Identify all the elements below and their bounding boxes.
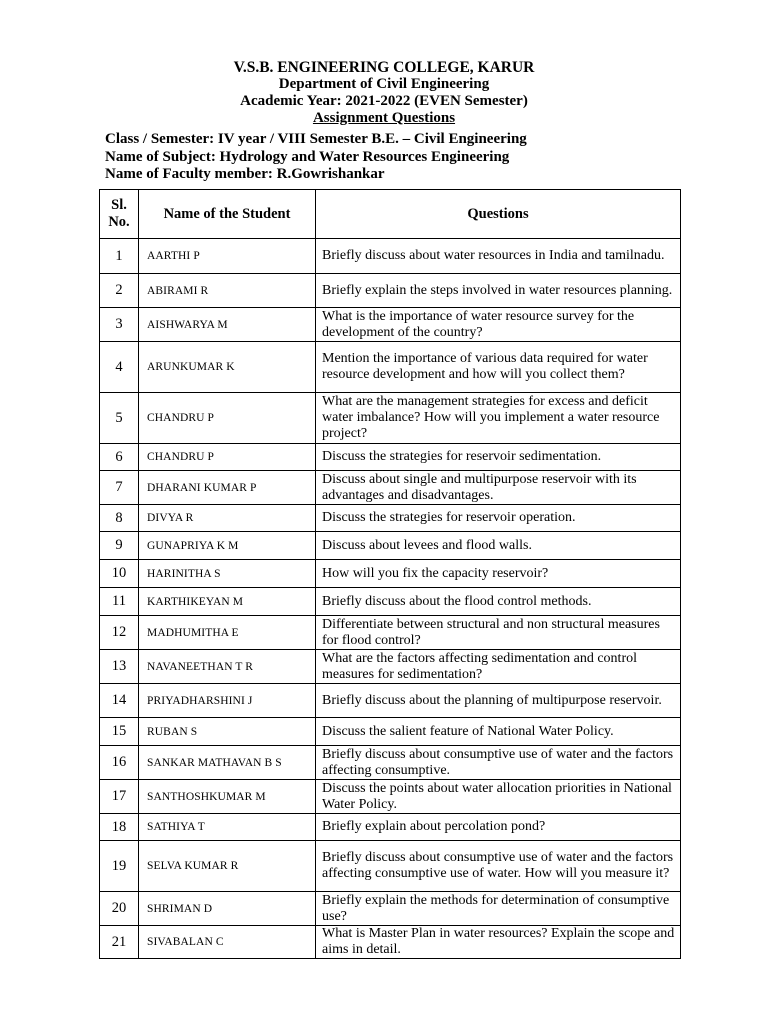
question-cell: What are the factors affecting sedimentation and control measures for sedimentation?: [316, 650, 681, 684]
student-name-cell: NAVANEETHAN T R: [139, 650, 316, 684]
question-cell: Differentiate between structural and non structural measures for flood control?: [316, 616, 681, 650]
course-info: [105, 131, 527, 184]
serial-number-cell: 21: [100, 926, 139, 959]
college-name: V.S.B. ENGINEERING COLLEGE, KARUR: [233, 59, 535, 76]
table-row: [100, 444, 681, 471]
serial-number-cell: 15: [100, 718, 139, 746]
question-cell: Briefly discuss about the flood control methods.: [316, 588, 681, 616]
table-row: [100, 780, 681, 814]
question-cell: Discuss about levees and flood walls.: [316, 532, 681, 560]
student-name-cell: AARTHI P: [139, 239, 316, 274]
department-name: Department of Civil Engineering: [278, 76, 490, 92]
student-name-cell: SHRIMAN D: [139, 892, 316, 926]
student-name-cell: HARINITHA S: [139, 560, 316, 588]
student-name-cell: ARUNKUMAR K: [139, 342, 316, 393]
student-name-cell: KARTHIKEYAN M: [139, 588, 316, 616]
question-cell: How will you fix the capacity reservoir?: [316, 560, 681, 588]
question-cell: Briefly explain the steps involved in water resources planning.: [316, 274, 681, 308]
question-cell: Briefly explain about percolation pond?: [316, 814, 681, 841]
academic-year: Academic Year: 2021-2022 (EVEN Semester): [240, 93, 528, 109]
table-row: [100, 342, 681, 393]
serial-number-cell: 9: [100, 532, 139, 560]
serial-number-cell: 5: [100, 393, 139, 444]
student-name-cell: RUBAN S: [139, 718, 316, 746]
table-row: [100, 746, 681, 780]
question-cell: Discuss the strategies for reservoir sedimentation.: [316, 444, 681, 471]
student-name-cell: SELVA KUMAR R: [139, 841, 316, 892]
question-cell: Briefly discuss about consumptive use of water and the factors affecting consumptive use of water. How will you measure it?: [316, 841, 681, 892]
student-name-cell: SIVABALAN C: [139, 926, 316, 959]
question-cell: What is the importance of water resource survey for the development of the country?: [316, 308, 681, 342]
table-row: [100, 650, 681, 684]
question-cell: Briefly explain the methods for determination of consumptive use?: [316, 892, 681, 926]
subject-name: Name of Subject: Hydrology and Water Resources Engineering: [105, 148, 510, 165]
column-header-questions: Questions: [316, 190, 681, 239]
document-title: Assignment Questions: [312, 110, 456, 126]
question-cell: Mention the importance of various data required for water resource development and how will you collect them?: [316, 342, 681, 393]
table-row: [100, 308, 681, 342]
table-row: [100, 892, 681, 926]
table-row: [100, 841, 681, 892]
serial-number-cell: 20: [100, 892, 139, 926]
question-cell: Briefly discuss about the planning of multipurpose reservoir.: [316, 684, 681, 718]
document-header: [0, 59, 768, 127]
table-row: [100, 393, 681, 444]
serial-number-cell: 12: [100, 616, 139, 650]
question-cell: Briefly discuss about consumptive use of water and the factors affecting consumptive.: [316, 746, 681, 780]
table-row: [100, 505, 681, 532]
table-row: [100, 588, 681, 616]
question-cell: What are the management strategies for excess and deficit water imbalance? How will you implement a water resource project?: [316, 393, 681, 444]
serial-number-cell: 14: [100, 684, 139, 718]
question-cell: Discuss the strategies for reservoir operation.: [316, 505, 681, 532]
student-name-cell: MADHUMITHA E: [139, 616, 316, 650]
student-name-cell: CHANDRU P: [139, 444, 316, 471]
serial-number-cell: 8: [100, 505, 139, 532]
table-row: [100, 560, 681, 588]
student-name-cell: AISHWARYA M: [139, 308, 316, 342]
serial-number-cell: 11: [100, 588, 139, 616]
table-header-row: [100, 190, 681, 239]
question-cell: Discuss about single and multipurpose reservoir with its advantages and disadvantages.: [316, 471, 681, 505]
student-name-cell: CHANDRU P: [139, 393, 316, 444]
table-row: [100, 532, 681, 560]
table-body: [100, 239, 681, 959]
table-row: [100, 926, 681, 959]
table-row: [100, 814, 681, 841]
sl-header-line1: Sl.: [111, 197, 127, 213]
student-name-cell: SATHIYA T: [139, 814, 316, 841]
serial-number-cell: 2: [100, 274, 139, 308]
serial-number-cell: 1: [100, 239, 139, 274]
question-cell: What is Master Plan in water resources? Explain the scope and aims in detail.: [316, 926, 681, 959]
student-name-cell: SANKAR MATHAVAN B S: [139, 746, 316, 780]
student-name-cell: PRIYADHARSHINI J: [139, 684, 316, 718]
serial-number-cell: 7: [100, 471, 139, 505]
serial-number-cell: 13: [100, 650, 139, 684]
table-row: [100, 718, 681, 746]
table-row: [100, 471, 681, 505]
question-cell: Discuss the salient feature of National Water Policy.: [316, 718, 681, 746]
serial-number-cell: 18: [100, 814, 139, 841]
student-name-cell: DIVYA R: [139, 505, 316, 532]
serial-number-cell: 16: [100, 746, 139, 780]
table-row: [100, 274, 681, 308]
serial-number-cell: 6: [100, 444, 139, 471]
student-name-cell: GUNAPRIYA K M: [139, 532, 316, 560]
serial-number-cell: 4: [100, 342, 139, 393]
serial-number-cell: 10: [100, 560, 139, 588]
table-row: [100, 239, 681, 274]
assignment-table: [99, 189, 681, 959]
sl-header-line2: No.: [108, 214, 130, 230]
serial-number-cell: 3: [100, 308, 139, 342]
question-cell: Discuss the points about water allocation priorities in National Water Policy.: [316, 780, 681, 814]
table-row: [100, 616, 681, 650]
column-header-student-name: Name of the Student: [139, 190, 316, 239]
faculty-name: Name of Faculty member: R.Gowrishankar: [105, 166, 385, 182]
class-semester: Class / Semester: IV year / VIII Semester B.E. – Civil Engineering: [105, 131, 527, 147]
serial-number-cell: 17: [100, 780, 139, 814]
serial-number-cell: 19: [100, 841, 139, 892]
student-name-cell: SANTHOSHKUMAR M: [139, 780, 316, 814]
student-name-cell: ABIRAMI R: [139, 274, 316, 308]
question-cell: Briefly discuss about water resources in India and tamilnadu.: [316, 239, 681, 274]
student-name-cell: DHARANI KUMAR P: [139, 471, 316, 505]
table-row: [100, 684, 681, 718]
column-header-sl-no: [100, 190, 139, 239]
